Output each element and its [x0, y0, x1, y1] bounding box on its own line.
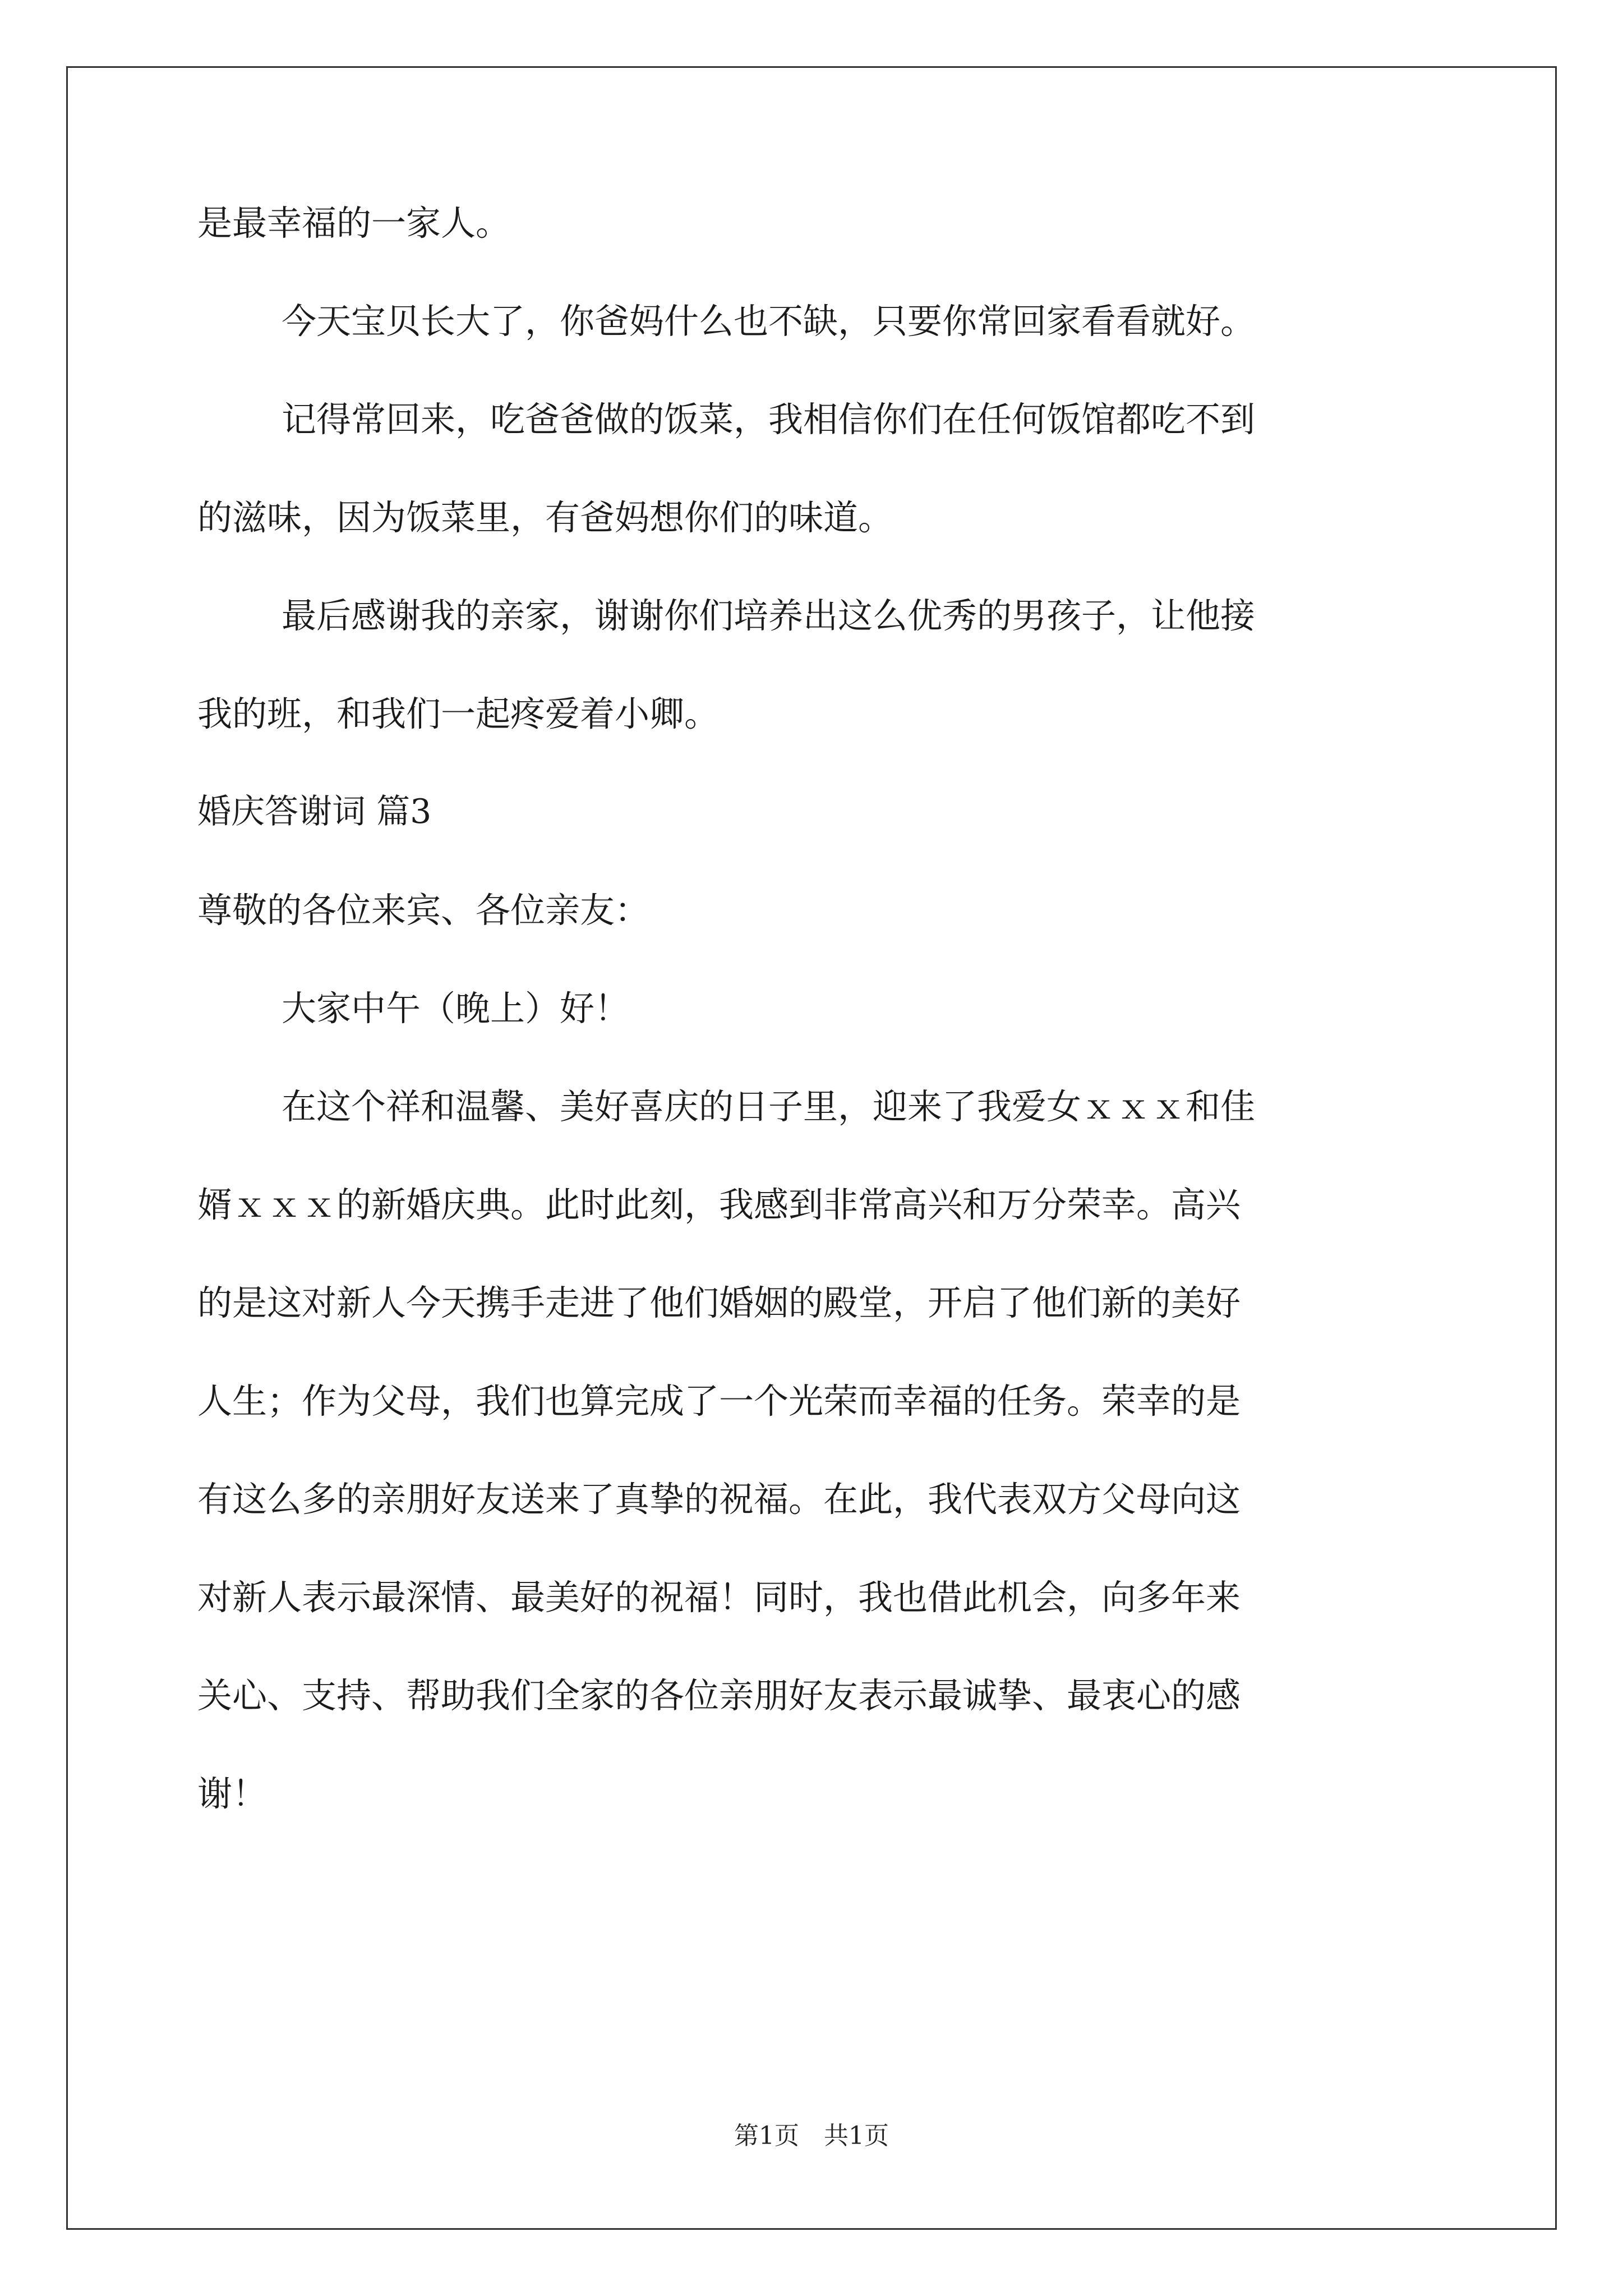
paragraph-line: 婿ｘｘｘ的新婚庆典。此时此刻，我感到非常高兴和万分荣幸。高兴: [197, 1184, 1241, 1225]
page-number-footer: 第1页 共1页: [734, 2122, 889, 2150]
paragraph-line: 对新人表示最深情、最美好的祝福！同时，我也借此机会，向多年来: [197, 1577, 1241, 1618]
paragraph-line: 有这么多的亲朋好友送来了真挚的祝福。在此，我代表双方父母向这: [197, 1479, 1241, 1520]
paragraph-line: 最后感谢我的亲家，谢谢你们培养出这么优秀的男孩子，让他接: [282, 595, 1256, 636]
document-body: [197, 202, 1426, 1871]
paragraph-line: 在这个祥和温馨、美好喜庆的日子里，迎来了我爱女ｘｘｘ和佳: [282, 1086, 1256, 1127]
paragraph-line: 的是这对新人今天携手走进了他们婚姻的殿堂，开启了他们新的美好: [197, 1282, 1241, 1323]
paragraph-line: 关心、支持、帮助我们全家的各位亲朋好友表示最诚挚、最衷心的感: [197, 1675, 1241, 1716]
paragraph-line: 是最幸福的一家人。: [197, 203, 511, 243]
salutation: 尊敬的各位来宾、各位亲友：: [197, 890, 650, 931]
paragraph-line: 人生；作为父母，我们也算完成了一个光荣而幸福的任务。荣幸的是: [197, 1381, 1241, 1421]
section-heading: 婚庆答谢词 篇3: [197, 792, 432, 831]
paragraph-line: 我的班，和我们一起疼爱着小卿。: [197, 693, 720, 734]
paragraph-line: 谢！: [197, 1773, 268, 1814]
paragraph-line: 记得常回来，吃爸爸做的饭菜，我相信你们在任何饭馆都吃不到: [282, 399, 1256, 440]
greeting: 大家中午（晚上）好！: [282, 988, 630, 1029]
paragraph-line: 的滋味，因为饭菜里，有爸妈想你们的味道。: [197, 497, 893, 538]
paragraph-line: 今天宝贝长大了，你爸妈什么也不缺，只要你常回家看看就好。: [282, 301, 1256, 342]
